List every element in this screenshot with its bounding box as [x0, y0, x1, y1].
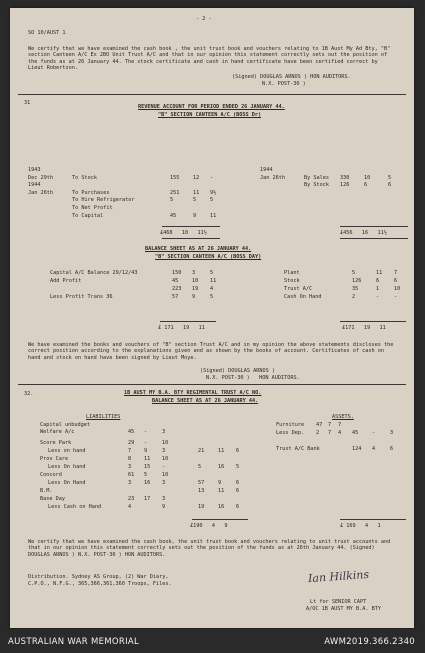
liabilities-row-cell: 8 [128, 456, 132, 462]
total-rule [162, 238, 220, 239]
balance-row-cell: Capital A/C Balance 29/12/43 [50, 270, 138, 276]
revenue-row-cell: 251 [170, 189, 180, 196]
balance-row-cell: 35 [352, 286, 359, 292]
liabilities-row-cell: 9 [144, 448, 148, 454]
revenue-row-cell: Dec 29th [28, 174, 53, 181]
balance-row-cell: 10 [192, 278, 199, 284]
liabilities-row-cell: Less on hand [48, 448, 86, 454]
balance-row-cell: 5 [352, 270, 356, 276]
liabilities-row-cell: Prov Care [40, 456, 69, 462]
section-32-title: 1B AUST MY B.A. BTY REGIMENTAL TRUST A/C NO. [124, 390, 262, 396]
liabilities-value-cell: 9 [218, 480, 222, 486]
balance-row-cell: 7 [394, 270, 398, 276]
liabilities-row-cell: 3 [162, 429, 166, 435]
liabilities-row-cell: 3 [162, 448, 166, 454]
liabilities-row-cell: 23 [128, 496, 135, 502]
balance-row-cell: Plant [284, 270, 300, 276]
liabilities-value-cell: 6 [236, 480, 240, 486]
liabilities-row-cell: Capital unbudget [40, 422, 90, 428]
liabilities-row-cell: Less On hand [48, 464, 86, 470]
balance-sheet-subtitle: "B" SECTION CANTEEN A/C (BOSS DAY) [155, 254, 262, 260]
assets-row-cell: 7 [328, 430, 332, 436]
liabilities-row-cell: 9 [162, 504, 166, 510]
assets-heading: ASSETS. [332, 414, 354, 420]
balance-row-cell: Stock [284, 278, 300, 284]
liabilities-value-cell: 19 [198, 504, 205, 510]
liabilities-row-cell: 3 [162, 496, 166, 502]
balance-row-cell: Add Profit [50, 278, 82, 284]
revenue-row-cell: To Net Profit [72, 205, 113, 211]
total-rule [340, 519, 406, 520]
balance-row-cell: 57 [172, 294, 179, 300]
balance-row-cell: Less Profit Trans 36 [50, 294, 113, 300]
liabilities-value-cell: 5 [236, 464, 240, 470]
liabilities-row-cell: Concord [40, 472, 62, 478]
assets-row-cell: 124 [352, 446, 362, 452]
balance-row-cell: 126 [352, 278, 362, 284]
liabilities-value-cell: 11 [218, 448, 225, 454]
balance-total-right: £171 19 11 [342, 325, 386, 331]
certificate-2-signed: (Signed) DOUGLAS ARNOS ) [200, 368, 275, 374]
liabilities-row-cell: 3 [162, 480, 166, 486]
revenue-row-cell: 6 [388, 182, 392, 189]
revenue-row-cell: 12 [193, 174, 200, 181]
assets-row-cell: 4 [338, 430, 342, 436]
reference-code: SO 10/AUST 1 [28, 30, 66, 36]
balance-row-cell: 45 [172, 278, 179, 284]
footer-bar [0, 629, 425, 653]
revenue-row-cell: 126 [340, 182, 350, 189]
signoff-line-1: Lt for SENIOR CAPT [310, 599, 367, 605]
balance-row-cell: 9 [192, 294, 196, 300]
revenue-row-cell: To Capital [72, 212, 104, 219]
revenue-row-cell: 5 [193, 197, 197, 204]
liabilities-row-cell: 4 [128, 504, 132, 510]
liabilities-row-cell: - [144, 440, 148, 446]
section-32-total-left: £190 4 9 [190, 523, 228, 529]
document-page [10, 8, 414, 628]
assets-row-cell: 3 [390, 430, 394, 436]
revenue-row-cell: 5 [388, 174, 392, 181]
assets-row-cell: - [372, 430, 376, 436]
revenue-row-cell: By Stock [304, 182, 329, 189]
liabilities-value-cell: 13 [198, 488, 205, 494]
liabilities-row-cell: 29 [128, 440, 135, 446]
handwritten-signature: Ian Hilkins [307, 567, 370, 586]
revenue-row-cell: By Sales [304, 174, 329, 181]
section-32-total-right: £ 169 4 1 [340, 523, 381, 529]
revenue-row-cell: 6 [364, 182, 368, 189]
liabilities-row-cell: 61 [128, 472, 135, 478]
section-32-subtitle: BALANCE SHEET AS AT 26 JANUARY 44. [152, 398, 259, 404]
liabilities-value-cell: 16 [218, 464, 225, 470]
liabilities-value-cell: 11 [218, 488, 225, 494]
total-rule [340, 226, 408, 227]
assets-row-cell: 45 [352, 430, 359, 436]
assets-row-cell: 6 [390, 446, 394, 452]
certificate-2-text: We have examined the books and vouchers of "B" section Trust A/C and in my opinion the above statements discloses the correct position according to the explanations given and as shown by the books of account. Certificates of cash on hand and stock on hand have been signed by Lieut Moye. [28, 342, 394, 361]
liabilities-value-cell: 21 [198, 448, 205, 454]
certificate-2-post: N.X. POST-30 ) HON AUDITORS. [206, 375, 300, 381]
liabilities-row-cell: 5 [144, 472, 148, 478]
assets-row-cell: 7 [338, 422, 342, 428]
revenue-row-cell: 1944 [260, 167, 273, 173]
liabilities-row-cell: 10 [162, 456, 169, 462]
balance-row-cell: 1 [376, 286, 380, 292]
balance-row-cell: Cash On Hand [284, 294, 322, 300]
liabilities-row-cell: 11 [144, 456, 151, 462]
balance-row-cell: 3 [192, 270, 196, 276]
revenue-row-cell: To Hire Refrigerator [72, 197, 135, 204]
revenue-row-cell: 11 [210, 212, 217, 219]
page-number: - 2 - [196, 16, 212, 22]
certificate-1-post: N.X. POST-30 ) [262, 81, 306, 87]
revenue-total-right: £456 16 11½ [340, 230, 387, 236]
liabilities-value-cell: 57 [198, 480, 205, 486]
revenue-row-cell: Jan 26th [260, 174, 285, 181]
revenue-row-cell: 1944 [28, 182, 41, 189]
assets-row-cell: 7 [328, 422, 332, 428]
total-rule [340, 321, 406, 322]
section-31-title: REVENUE ACCOUNT FOR PERIOD ENDED 26 JANUARY 44. [138, 104, 285, 110]
total-rule [162, 226, 220, 227]
balance-row-cell: - [394, 294, 398, 300]
balance-row-cell: 11 [376, 270, 383, 276]
revenue-total-left: £468 10 11½ [160, 230, 207, 236]
revenue-row-cell: Jan 26th [28, 189, 53, 196]
balance-row-cell: 4 [210, 286, 214, 292]
liabilities-row-cell: 16 [144, 480, 151, 486]
certificate-1-text: We certify that we have examined the cash book , the unit trust book and vouchers relating to 1B Aust My Ad Bty, "B" section Canteen A/C Ex 2BO Unit Trust A/C and that in our opinion this statement correctly sets out the position of the funds as at 26 January 44. The stock certificate and cash in hand certificate have been certified correct by Lieut Robertson. [28, 46, 391, 72]
liabilities-row-cell: 17 [144, 496, 151, 502]
liabilities-value-cell: 6 [236, 488, 240, 494]
balance-row-cell: 2 [352, 294, 356, 300]
liabilities-row-cell: - [162, 464, 166, 470]
assets-row-cell: 4 [372, 446, 376, 452]
total-rule [160, 321, 216, 322]
revenue-row-cell: To Purchases [72, 189, 110, 196]
liabilities-row-cell: 45 [128, 429, 135, 435]
balance-row-cell: 150 [172, 270, 182, 276]
assets-row-cell: 47 [316, 422, 323, 428]
total-rule [192, 519, 248, 520]
balance-row-cell: 10 [394, 286, 401, 292]
revenue-row-cell: 9½ [210, 189, 217, 196]
liabilities-row-cell: Less Cash on Hand [48, 504, 102, 510]
liabilities-row-cell: Base Day [40, 496, 65, 502]
balance-row-cell: Trust A/C [284, 286, 313, 292]
revenue-row-cell: - [210, 174, 214, 181]
certificate-3-text: We certify that we have examined the cash book, the unit trust book and vouchers relating to unit trust accounts and that in our opinion this statement correctly sets out the position of the funds as at 26th January 44. (Signed) DOUGLAS ARNOS ) N.X. POST-30 ) HON AUDITORS. [28, 539, 391, 558]
assets-row-cell: Furniture [276, 422, 305, 428]
distribution-line-2: C.P.O., N.F.G., 365,366,361,360 Troops, Files. [28, 581, 172, 587]
certificate-1-signed: (Signed) DOUGLAS ARNOS ) HON AUDITORS. [232, 74, 351, 80]
revenue-row-cell: 155 [170, 174, 180, 181]
distribution-line-1: Distribution. Sydney AS Group, (2) War Diary, [28, 574, 169, 580]
revenue-row-cell: 5 [210, 197, 214, 204]
balance-row-cell: 6 [394, 278, 398, 284]
liabilities-row-cell: - [144, 429, 148, 435]
balance-row-cell: 5 [210, 294, 214, 300]
balance-row-cell: 223 [172, 286, 182, 292]
liabilities-row-cell: 10 [162, 440, 169, 446]
assets-row-cell: 2 [316, 430, 320, 436]
footer-accession-number: AWM2019.366.2340 [324, 637, 415, 647]
liabilities-row-cell: B.M. [40, 488, 53, 494]
liabilities-value-cell: 5 [198, 464, 202, 470]
revenue-row-cell: 11 [193, 189, 200, 196]
revenue-row-cell: 9 [193, 212, 197, 219]
balance-row-cell: 6 [376, 278, 380, 284]
liabilities-heading: LIABILITIES [86, 414, 121, 420]
liabilities-value-cell: 16 [218, 504, 225, 510]
footer-institution: AUSTRALIAN WAR MEMORIAL [8, 637, 140, 647]
divider [18, 384, 406, 385]
section-31-subtitle: "B" SECTION CANTEEN A/C (BOSS Dr) [158, 112, 262, 118]
liabilities-row-cell: Score Park [40, 440, 72, 446]
signoff-line-2: A/OC 1B AUST MY B.A. BTY [306, 606, 381, 612]
liabilities-row-cell: Welfare A/c [40, 429, 75, 435]
revenue-row-cell: 1943 [28, 167, 41, 173]
section-32-number: 32. [24, 391, 34, 397]
assets-row-cell: Less Dep. [276, 430, 305, 436]
balance-row-cell: 19 [192, 286, 199, 292]
balance-total-left: £ 171 19 11 [158, 325, 205, 331]
total-rule [340, 238, 408, 239]
liabilities-value-cell: 6 [236, 448, 240, 454]
revenue-row-cell: 5 [170, 197, 174, 204]
section-31-number: 31 [24, 100, 31, 106]
liabilities-row-cell: 3 [128, 464, 132, 470]
assets-row-cell: Trust A/C Bank [276, 446, 320, 452]
liabilities-row-cell: 7 [128, 448, 132, 454]
liabilities-row-cell: Less On Hand [48, 480, 86, 486]
liabilities-value-cell: 6 [236, 504, 240, 510]
liabilities-row-cell: 10 [162, 472, 169, 478]
divider [18, 94, 406, 95]
balance-row-cell: - [376, 294, 380, 300]
revenue-row-cell: To Stock [72, 174, 97, 181]
revenue-row-cell: 10 [364, 174, 371, 181]
revenue-row-cell: 330 [340, 174, 350, 181]
liabilities-row-cell: 3 [128, 480, 132, 486]
balance-row-cell: 11 [210, 278, 217, 284]
liabilities-row-cell: 15 [144, 464, 151, 470]
revenue-row-cell: 45 [170, 212, 177, 219]
balance-sheet-title: BALANCE SHEET AS AT 26 JANUARY 44. [145, 246, 252, 252]
balance-row-cell: 5 [210, 270, 214, 276]
